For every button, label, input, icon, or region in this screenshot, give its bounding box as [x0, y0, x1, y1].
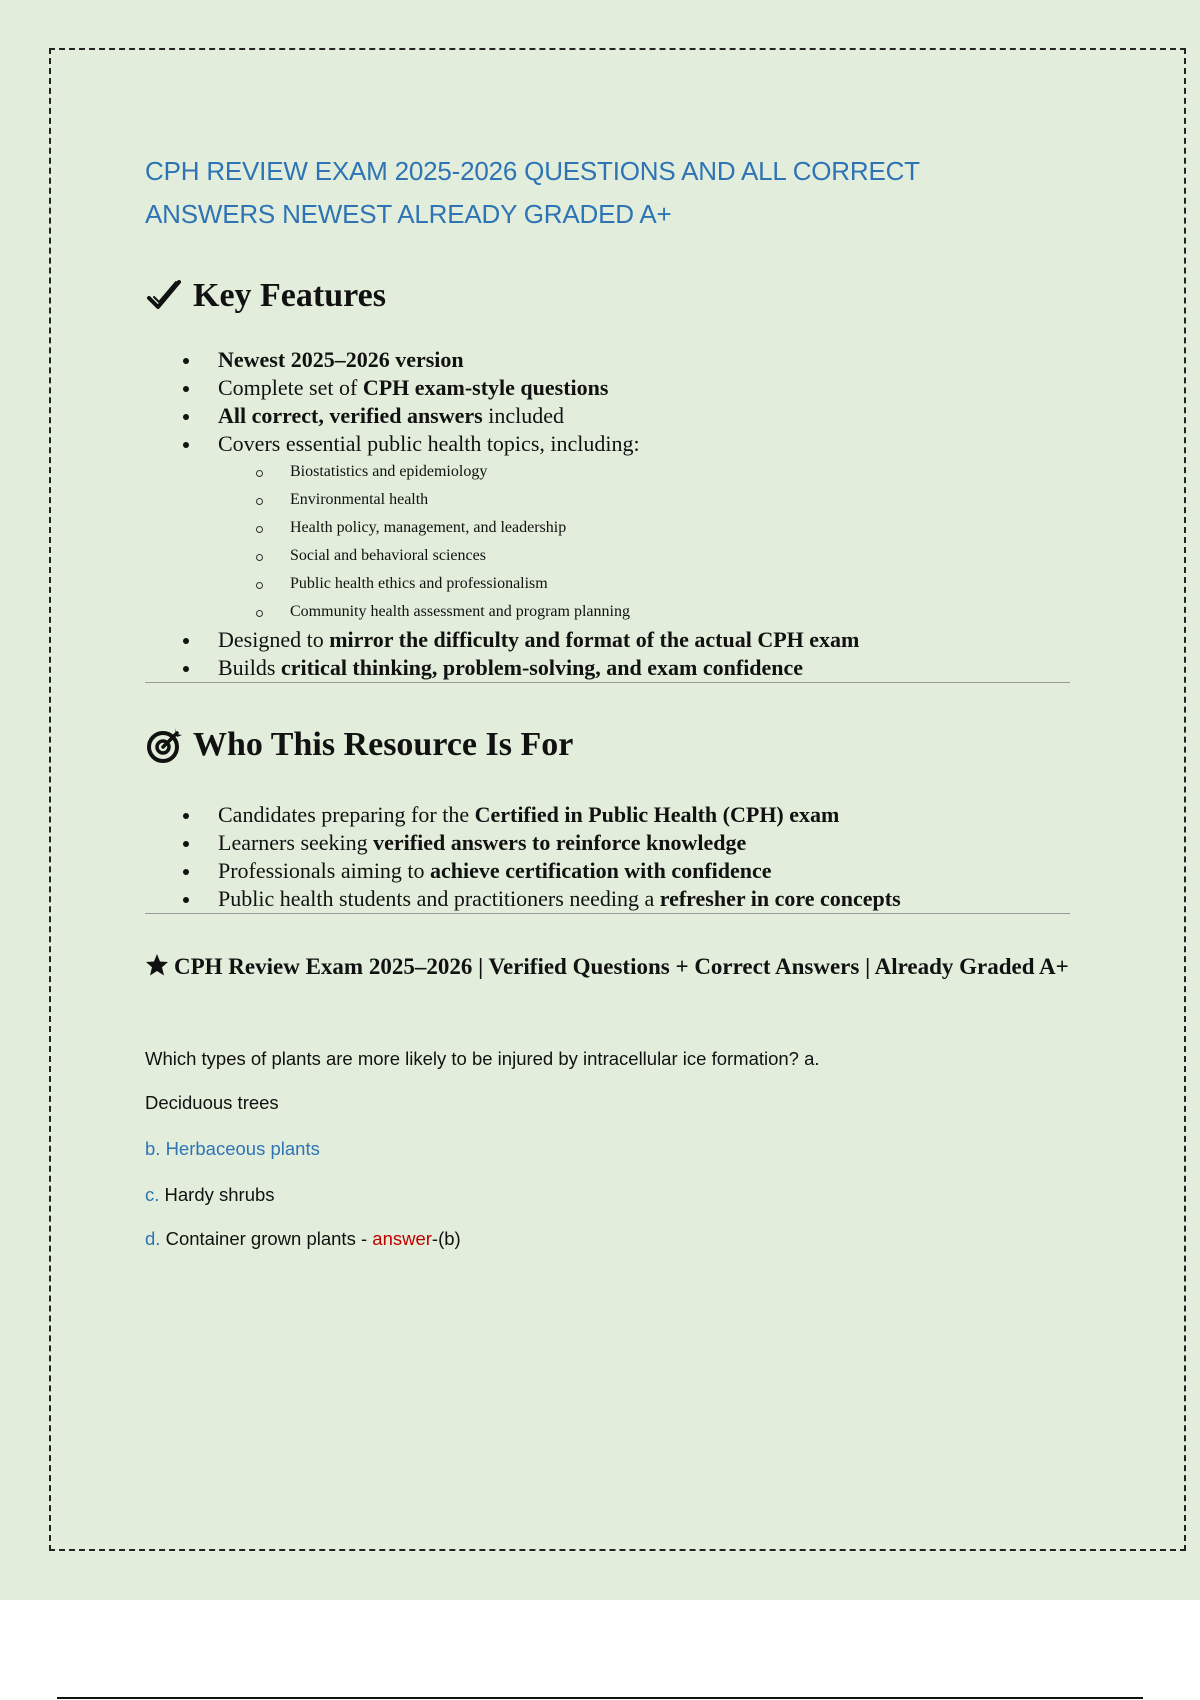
- question-block: [145, 1047, 1070, 1251]
- item-text: Designed to: [218, 627, 330, 652]
- list-item: [145, 346, 1070, 374]
- banner-text: CPH Review Exam 2025–2026 | Verified Questions + Correct Answers | Already Graded A+: [174, 954, 1069, 979]
- answer-value: -(b): [431, 1228, 461, 1249]
- list-item: [145, 626, 1070, 654]
- item-text: Public health students and practitioners needing a: [218, 886, 660, 911]
- list-item: [145, 430, 1070, 458]
- option-d-text: Container grown plants -: [160, 1228, 373, 1249]
- key-features-heading-text: Key Features: [193, 277, 386, 314]
- list-item: [145, 885, 1070, 913]
- item-bold-text: refresher in core concepts: [659, 886, 901, 911]
- item-text: Covers essential public health topics, including:: [218, 431, 640, 456]
- item-bold-text: verified answers to reinforce knowledge: [373, 830, 747, 855]
- footer-rule: [57, 1697, 1143, 1699]
- document-title-line1: CPH REVIEW EXAM 2025-2026 QUESTIONS AND ALL CORRECT: [145, 156, 920, 186]
- option-b: b. Herbaceous plants: [145, 1138, 320, 1159]
- topic-item: Community health assessment and program planning: [145, 598, 1070, 626]
- check-mark-icon: [145, 276, 185, 316]
- audience-heading-text: Who This Resource Is For: [193, 726, 574, 763]
- section-divider: [145, 913, 1070, 914]
- item-text: Learners seeking: [218, 830, 374, 855]
- banner-heading: [145, 952, 1070, 981]
- key-features-list: [145, 346, 1070, 458]
- audience-list: [145, 801, 1070, 913]
- list-item: [145, 374, 1070, 402]
- option-d: [145, 1227, 1070, 1251]
- topic-item: Public health ethics and professionalism: [145, 570, 1070, 598]
- audience-heading: [145, 725, 1070, 765]
- item-bold-text: critical thinking, problem-solving, and exam confidence: [280, 655, 804, 680]
- list-item: [145, 829, 1070, 857]
- item-text: Complete set of: [218, 375, 363, 400]
- item-bold-text: All correct, verified answers: [218, 403, 483, 428]
- item-bold-text: achieve certification with confidence: [430, 858, 772, 883]
- topic-item: Biostatistics and epidemiology: [145, 458, 1070, 486]
- option-c-text: Hardy shrubs: [159, 1184, 275, 1205]
- option-c-letter: c.: [145, 1184, 160, 1205]
- list-item: [145, 801, 1070, 829]
- item-bold-text: Newest 2025–2026 version: [218, 347, 464, 372]
- document-content: [145, 150, 1070, 1251]
- list-item: [145, 654, 1070, 682]
- item-text: Builds: [218, 655, 281, 680]
- item-text: Professionals aiming to: [218, 858, 431, 883]
- topics-sublist: [145, 458, 1070, 626]
- item-bold-text: CPH exam-style questions: [362, 375, 609, 400]
- key-features-heading: [145, 276, 1070, 316]
- item-text: Candidates preparing for the: [218, 802, 475, 827]
- question-stem: Which types of plants are more likely to be injured by intracellular ice formation? a.: [145, 1048, 820, 1069]
- section-divider: [145, 682, 1070, 683]
- key-features-list-continued: [145, 626, 1070, 682]
- list-item: [145, 402, 1070, 430]
- option-c: [145, 1183, 1070, 1207]
- answer-label: answer: [372, 1228, 432, 1249]
- topic-item: Social and behavioral sciences: [145, 542, 1070, 570]
- star-icon: [145, 953, 169, 977]
- document-title-line2: ANSWERS NEWEST ALREADY GRADED A+: [145, 199, 672, 229]
- topic-item: Health policy, management, and leadership: [145, 514, 1070, 542]
- topic-item: Environmental health: [145, 486, 1070, 514]
- option-d-letter: d.: [145, 1228, 161, 1249]
- target-icon: [145, 725, 185, 765]
- list-item: [145, 857, 1070, 885]
- item-bold-text: mirror the difficulty and format of the actual CPH exam: [329, 627, 860, 652]
- document-title: [145, 150, 1070, 236]
- item-text: included: [482, 403, 564, 428]
- option-a: Deciduous trees: [145, 1092, 279, 1113]
- item-bold-text: Certified in Public Health (CPH) exam: [474, 802, 840, 827]
